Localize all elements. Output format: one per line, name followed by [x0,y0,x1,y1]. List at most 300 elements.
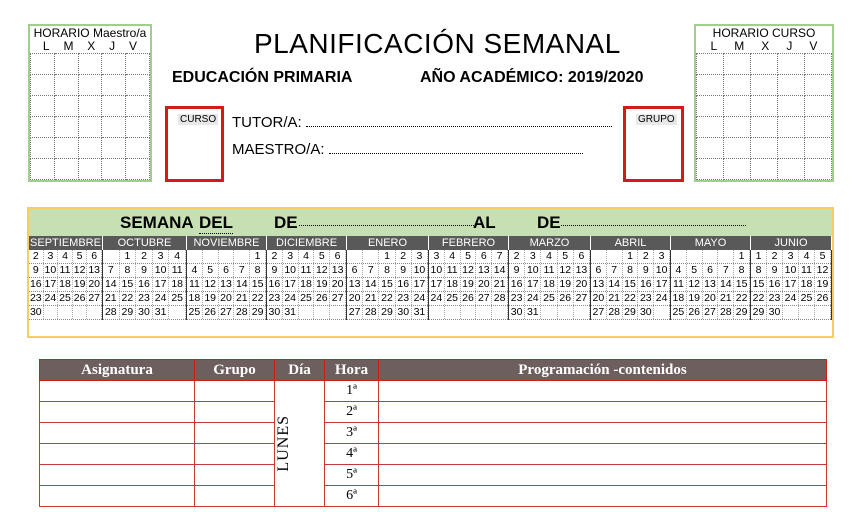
schedule-cell[interactable] [78,159,102,180]
calendar-day[interactable]: 10 [429,264,445,277]
calendar-day[interactable]: 20 [591,292,607,305]
calendar-day[interactable]: 17 [283,278,299,291]
schedule-cell[interactable] [102,54,126,75]
calendar-day[interactable]: 20 [347,292,363,305]
programacion-cell[interactable] [379,381,827,402]
calendar-day[interactable]: 25 [187,306,203,319]
calendar-day[interactable]: 31 [283,306,299,319]
calendar-day[interactable]: 27 [703,306,719,319]
calendar-day[interactable]: 13 [88,264,101,276]
calendar-day[interactable]: 25 [299,292,315,305]
calendar-day[interactable]: 3 [153,250,170,263]
grupo-cell[interactable] [195,444,275,465]
schedule-cell[interactable] [751,159,778,180]
calendar-day[interactable]: 9 [396,264,412,277]
calendar-day[interactable]: 1 [751,250,767,263]
calendar-day[interactable]: 22 [250,292,266,305]
calendar-day[interactable]: 29 [250,306,266,319]
schedule-cell[interactable] [54,159,78,180]
calendar-day[interactable]: 17 [783,278,799,291]
calendar-day[interactable]: 10 [654,264,670,277]
schedule-cell[interactable] [126,75,150,96]
calendar-day[interactable]: 20 [330,278,346,291]
calendar-day[interactable] [314,306,330,319]
schedule-cell[interactable] [697,54,724,75]
calendar-day[interactable]: 29 [379,306,395,319]
programacion-cell[interactable] [379,486,827,507]
schedule-cell[interactable] [724,54,751,75]
calendar-day[interactable] [654,306,670,319]
calendar-day[interactable]: 10 [283,264,299,277]
schedule-cell[interactable] [78,138,102,159]
calendar-day[interactable] [461,306,477,319]
calendar-day[interactable]: 22 [379,292,395,305]
calendar-day[interactable] [541,306,557,319]
asignatura-cell[interactable] [40,486,195,507]
calendar-day[interactable]: 6 [476,250,492,263]
schedule-cell[interactable] [78,54,102,75]
calendar-day[interactable]: 1 [623,250,639,263]
maestro-line[interactable] [329,153,583,154]
calendar-day[interactable]: 11 [58,264,73,277]
calendar-day[interactable]: 2 [396,250,412,263]
calendar-day[interactable]: 8 [734,264,750,277]
calendar-day[interactable] [799,306,815,319]
schedule-cell[interactable] [78,96,102,117]
calendar-day[interactable]: 20 [703,292,719,305]
schedule-cell[interactable] [126,138,150,159]
calendar-day[interactable] [363,250,379,263]
calendar-day[interactable]: 17 [654,278,670,291]
calendar-day[interactable]: 30 [638,306,654,319]
programacion-cell[interactable] [379,465,827,486]
calendar-day[interactable]: 24 [44,292,57,304]
calendar-day[interactable]: 29 [120,306,137,319]
calendar-day[interactable]: 6 [574,250,590,263]
calendar-day[interactable]: 21 [234,292,250,305]
calendar-day[interactable]: 30 [136,306,153,319]
calendar-day[interactable]: 23 [136,292,153,305]
calendar-day[interactable]: 7 [718,264,734,277]
calendar-day[interactable]: 23 [767,292,783,305]
calendar-day[interactable]: 11 [445,264,461,277]
calendar-day[interactable]: 26 [314,292,330,305]
grupo-box[interactable] [623,106,684,182]
calendar-day[interactable]: 26 [815,292,831,305]
calendar-day[interactable]: 11 [541,264,557,277]
schedule-cell[interactable] [78,117,102,138]
schedule-cell[interactable] [31,138,55,159]
calendar-day[interactable]: 14 [103,278,120,291]
schedule-cell[interactable] [126,159,150,180]
schedule-cell[interactable] [126,117,150,138]
calendar-day[interactable]: 24 [412,292,428,305]
schedule-cell[interactable] [31,117,55,138]
calendar-day[interactable]: 18 [59,278,71,290]
week-start-line[interactable] [299,225,474,226]
calendar-day[interactable]: 17 [525,278,541,291]
calendar-day[interactable]: 4 [187,264,203,277]
calendar-day[interactable]: 11 [799,264,815,277]
week-end-line[interactable] [561,225,746,226]
calendar-day[interactable] [219,250,235,263]
asignatura-cell[interactable] [40,444,195,465]
calendar-day[interactable]: 23 [509,292,525,305]
calendar-day[interactable]: 17 [429,278,445,291]
calendar-day[interactable]: 3 [783,250,799,263]
calendar-day[interactable]: 9 [638,264,654,277]
calendar-day[interactable]: 4 [671,264,687,277]
asignatura-cell[interactable] [40,465,195,486]
calendar-day[interactable]: 14 [492,264,508,277]
calendar-day[interactable] [103,250,120,263]
grupo-cell[interactable] [195,402,275,423]
calendar-day[interactable]: 2 [767,250,783,263]
calendar-day[interactable]: 31 [525,306,541,319]
calendar-day[interactable] [574,306,590,319]
schedule-cell[interactable] [724,75,751,96]
calendar-day[interactable]: 5 [558,250,574,263]
calendar-day[interactable] [58,306,73,319]
calendar-day[interactable]: 8 [623,264,639,277]
calendar-day[interactable]: 23 [638,292,654,305]
grupo-cell[interactable] [195,465,275,486]
calendar-day[interactable]: 8 [120,264,137,277]
calendar-day[interactable]: 27 [330,292,346,305]
calendar-day[interactable]: 7 [103,264,120,277]
calendar-day[interactable]: 18 [169,278,186,291]
calendar-day[interactable]: 15 [250,278,266,291]
calendar-day[interactable]: 15 [379,278,395,291]
asignatura-cell[interactable] [40,381,195,402]
calendar-day[interactable]: 23 [396,292,412,305]
calendar-day[interactable]: 22 [623,292,639,305]
calendar-day[interactable]: 15 [120,278,137,291]
calendar-day[interactable]: 22 [751,292,767,305]
calendar-day[interactable]: 24 [153,292,170,305]
calendar-day[interactable]: 12 [687,278,703,291]
calendar-day[interactable]: 23 [267,292,283,305]
calendar-day[interactable]: 3 [412,250,428,263]
calendar-day[interactable]: 10 [525,264,541,277]
calendar-day[interactable]: 1 [250,250,266,263]
calendar-day[interactable]: 27 [219,306,235,319]
calendar-day[interactable]: 26 [687,306,703,319]
calendar-day[interactable] [347,250,363,263]
calendar-day[interactable]: 16 [267,278,283,291]
calendar-day[interactable]: 16 [767,278,783,291]
asignatura-cell[interactable] [40,402,195,423]
calendar-day[interactable] [299,306,315,319]
schedule-cell[interactable] [54,117,78,138]
calendar-day[interactable]: 3 [283,250,299,263]
calendar-day[interactable]: 28 [363,306,379,319]
calendar-day[interactable]: 9 [136,264,153,277]
calendar-day[interactable]: 10 [44,264,57,276]
calendar-day[interactable]: 23 [29,292,42,304]
calendar-day[interactable]: 25 [799,292,815,305]
calendar-day[interactable]: 8 [751,264,767,277]
calendar-day[interactable]: 18 [799,278,815,291]
calendar-day[interactable]: 28 [607,306,623,319]
calendar-day[interactable]: 2 [29,250,44,263]
calendar-day[interactable]: 6 [703,264,719,277]
schedule-cell[interactable] [102,96,126,117]
calendar-day[interactable]: 25 [169,292,186,305]
tutor-line[interactable] [306,126,612,127]
calendar-day[interactable]: 19 [558,278,574,291]
calendar-day[interactable] [187,250,203,263]
calendar-day[interactable]: 26 [461,292,477,305]
calendar-day[interactable]: 2 [509,250,525,263]
calendar-day[interactable]: 15 [751,278,767,291]
calendar-day[interactable] [44,306,59,319]
calendar-day[interactable]: 28 [492,292,508,305]
calendar-day[interactable]: 19 [461,278,477,291]
calendar-day[interactable]: 12 [815,264,831,277]
calendar-day[interactable]: 14 [607,278,623,291]
calendar-day[interactable]: 28 [234,306,250,319]
calendar-day[interactable]: 3 [525,250,541,263]
calendar-day[interactable]: 27 [347,306,363,319]
calendar-day[interactable] [330,306,346,319]
calendar-day[interactable] [671,250,687,263]
calendar-day[interactable]: 29 [734,306,750,319]
schedule-cell[interactable] [31,54,55,75]
calendar-day[interactable]: 20 [88,278,101,290]
calendar-day[interactable]: 26 [203,306,219,319]
calendar-day[interactable]: 3 [44,250,59,263]
calendar-day[interactable]: 5 [461,250,477,263]
calendar-day[interactable]: 16 [29,278,42,290]
schedule-cell[interactable] [805,96,832,117]
schedule-cell[interactable] [102,117,126,138]
schedule-cell[interactable] [778,117,805,138]
schedule-cell[interactable] [54,138,78,159]
calendar-day[interactable]: 27 [476,292,492,305]
schedule-cell[interactable] [54,75,78,96]
calendar-day[interactable]: 6 [87,250,102,263]
calendar-day[interactable] [73,306,88,319]
schedule-cell[interactable] [778,75,805,96]
schedule-cell[interactable] [126,96,150,117]
calendar-day[interactable] [703,250,719,263]
calendar-day[interactable] [234,250,250,263]
calendar-day[interactable]: 5 [73,250,88,263]
calendar-day[interactable] [169,306,186,319]
calendar-day[interactable]: 13 [703,278,719,291]
calendar-day[interactable]: 27 [591,306,607,319]
programacion-cell[interactable] [379,402,827,423]
calendar-day[interactable]: 15 [623,278,639,291]
calendar-day[interactable] [476,306,492,319]
schedule-cell[interactable] [697,138,724,159]
calendar-day[interactable]: 11 [169,264,186,277]
calendar-day[interactable]: 24 [283,292,299,305]
calendar-day[interactable]: 10 [783,264,799,277]
calendar-day[interactable]: 9 [767,264,783,277]
calendar-day[interactable]: 12 [73,264,86,276]
calendar-day[interactable]: 17 [412,278,428,291]
calendar-day[interactable]: 19 [73,278,86,290]
calendar-day[interactable]: 14 [234,278,250,291]
schedule-cell[interactable] [805,75,832,96]
calendar-day[interactable]: 5 [314,250,330,263]
calendar-day[interactable] [87,306,102,319]
calendar-day[interactable]: 10 [153,264,170,277]
calendar-day[interactable]: 13 [219,278,235,291]
calendar-day[interactable]: 7 [607,264,623,277]
calendar-day[interactable]: 21 [607,292,623,305]
calendar-day[interactable]: 30 [29,306,42,318]
programacion-cell[interactable] [379,444,827,465]
schedule-cell[interactable] [126,54,150,75]
calendar-day[interactable]: 17 [44,278,57,290]
calendar-day[interactable]: 16 [638,278,654,291]
grupo-cell[interactable] [195,423,275,444]
calendar-day[interactable]: 24 [525,292,541,305]
calendar-day[interactable] [492,306,508,319]
calendar-day[interactable]: 29 [751,306,767,319]
calendar-day[interactable] [445,306,461,319]
calendar-day[interactable]: 3 [429,250,445,263]
calendar-day[interactable] [718,250,734,263]
calendar-day[interactable]: 11 [299,264,315,277]
calendar-day[interactable]: 14 [718,278,734,291]
tutor-field[interactable] [232,114,612,131]
calendar-day[interactable]: 7 [234,264,250,277]
calendar-day[interactable]: 9 [29,264,44,277]
course-schedule-grid[interactable] [696,53,832,180]
calendar-day[interactable]: 30 [767,306,783,319]
calendar-day[interactable]: 6 [219,264,235,277]
grupo-cell[interactable] [195,486,275,507]
calendar-day[interactable]: 1 [379,250,395,263]
calendar-day[interactable]: 22 [734,292,750,305]
calendar-day[interactable]: 19 [687,292,703,305]
calendar-day[interactable] [591,250,607,263]
calendar-day[interactable]: 16 [136,278,153,291]
schedule-cell[interactable] [751,96,778,117]
grupo-cell[interactable] [195,381,275,402]
calendar-day[interactable]: 17 [153,278,170,291]
schedule-cell[interactable] [102,159,126,180]
calendar-day[interactable] [783,306,799,319]
calendar-day[interactable] [815,306,831,319]
calendar-day[interactable]: 3 [654,250,670,263]
schedule-cell[interactable] [778,138,805,159]
calendar-day[interactable]: 28 [718,306,734,319]
schedule-cell[interactable] [805,54,832,75]
calendar-day[interactable]: 9 [267,264,283,277]
schedule-cell[interactable] [31,159,55,180]
maestro-field[interactable] [232,141,583,158]
schedule-cell[interactable] [751,75,778,96]
programacion-cell[interactable] [379,423,827,444]
calendar-day[interactable]: 13 [591,278,607,291]
calendar-day[interactable]: 26 [73,292,86,304]
schedule-cell[interactable] [697,96,724,117]
schedule-cell[interactable] [724,138,751,159]
calendar-day[interactable]: 10 [412,264,428,277]
calendar-day[interactable]: 24 [654,292,670,305]
calendar-day[interactable] [607,250,623,263]
schedule-cell[interactable] [751,54,778,75]
calendar-day[interactable]: 13 [574,264,590,277]
calendar-day[interactable]: 6 [591,264,607,277]
calendar-day[interactable]: 2 [136,250,153,263]
calendar-day[interactable]: 11 [671,278,687,291]
calendar-day[interactable]: 31 [153,306,170,319]
schedule-cell[interactable] [102,138,126,159]
calendar-day[interactable]: 12 [314,264,330,277]
calendar-day[interactable]: 20 [574,278,590,291]
teacher-schedule-grid[interactable] [30,53,150,180]
calendar-day[interactable]: 4 [58,250,73,263]
calendar-day[interactable]: 31 [412,306,428,319]
schedule-cell[interactable] [805,117,832,138]
calendar-day[interactable]: 2 [638,250,654,263]
calendar-day[interactable]: 13 [347,278,363,291]
schedule-cell[interactable] [697,159,724,180]
schedule-cell[interactable] [724,96,751,117]
schedule-cell[interactable] [778,54,805,75]
calendar-day[interactable]: 18 [299,278,315,291]
calendar-day[interactable]: 18 [671,292,687,305]
calendar-day[interactable]: 18 [187,292,203,305]
calendar-day[interactable]: 19 [203,292,219,305]
calendar-day[interactable]: 27 [574,292,590,305]
schedule-cell[interactable] [778,96,805,117]
schedule-cell[interactable] [724,159,751,180]
calendar-day[interactable]: 25 [671,306,687,319]
schedule-cell[interactable] [778,159,805,180]
calendar-day[interactable]: 9 [509,264,525,277]
calendar-day[interactable]: 8 [250,264,266,277]
calendar-day[interactable]: 21 [718,292,734,305]
calendar-day[interactable]: 1 [734,250,750,263]
curso-box[interactable] [165,106,224,182]
calendar-day[interactable]: 2 [267,250,283,263]
calendar-day[interactable]: 12 [461,264,477,277]
calendar-day[interactable]: 4 [541,250,557,263]
schedule-cell[interactable] [54,96,78,117]
calendar-day[interactable]: 13 [476,264,492,277]
calendar-day[interactable]: 7 [492,250,508,263]
calendar-day[interactable]: 27 [88,292,101,304]
calendar-day[interactable]: 12 [558,264,574,277]
calendar-day[interactable]: 5 [203,264,219,277]
calendar-day[interactable]: 30 [509,306,525,319]
calendar-day[interactable]: 24 [783,292,799,305]
calendar-day[interactable]: 18 [445,278,461,291]
calendar-day[interactable]: 20 [219,292,235,305]
calendar-day[interactable]: 22 [120,292,137,305]
calendar-day[interactable]: 21 [103,292,120,305]
calendar-day[interactable]: 8 [379,264,395,277]
calendar-day[interactable]: 4 [169,250,186,263]
calendar-day[interactable] [429,306,445,319]
calendar-day[interactable]: 20 [476,278,492,291]
calendar-day[interactable]: 26 [558,292,574,305]
calendar-day[interactable]: 5 [815,250,831,263]
schedule-cell[interactable] [78,75,102,96]
calendar-day[interactable] [203,250,219,263]
schedule-cell[interactable] [805,138,832,159]
schedule-cell[interactable] [697,117,724,138]
calendar-day[interactable]: 18 [541,278,557,291]
calendar-day[interactable]: 16 [396,278,412,291]
